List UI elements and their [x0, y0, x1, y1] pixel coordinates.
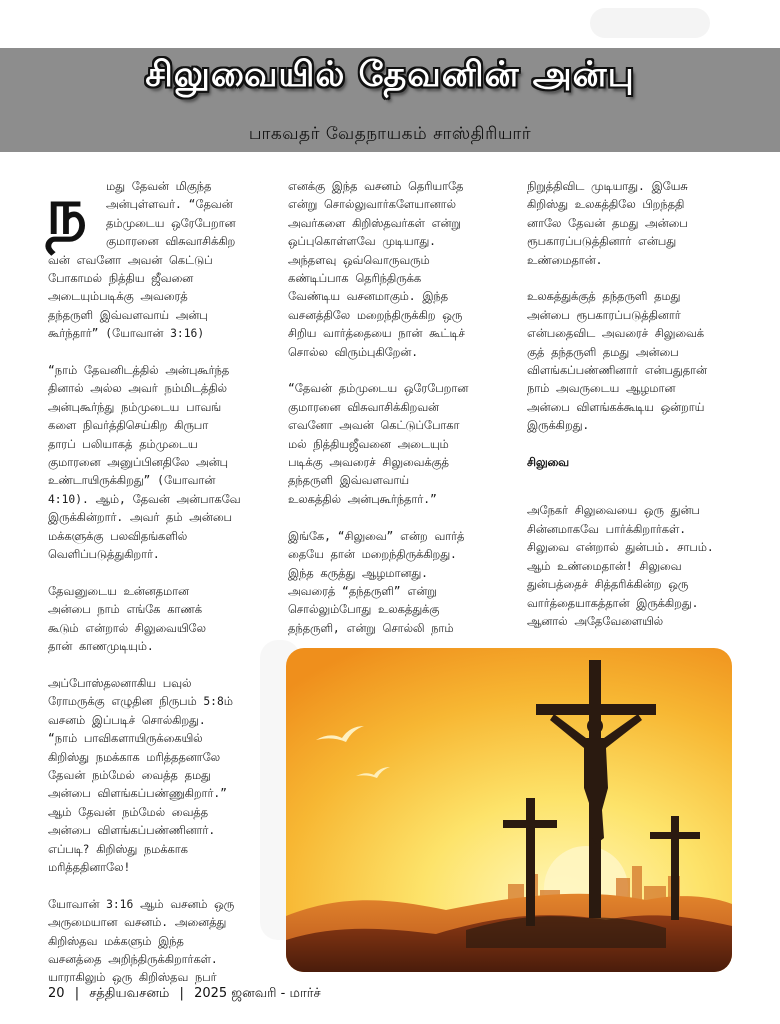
paragraph: எனக்கு இந்த வசனம் தெரியாதே என்று சொல்லுவார்களேயானால் அவர்களை கிறிஸ்தவர்கள் என்று ஒப்புகொள்ளவே முடியாது. அந்தளவு ஒவ்வொருவரும் கண்டிப்பாக தெரிந்திருக்க வேண்டிய வசனமாகும். இந்த வசனத்திலே மறைந்திருக்கிற ஒரு சிறிய வார்த்தையை நான் கூட்டிச் சொல்ல விரும்புகிறேன். — [288, 180, 465, 359]
drop-cap: ந — [46, 174, 88, 249]
background-decoration — [590, 8, 710, 38]
page-footer — [48, 986, 327, 1002]
magazine-name: சத்தியவசனம் — [89, 986, 170, 1001]
issue-date: 2025 ஜனவரி - மார்ச் — [194, 986, 321, 1001]
paragraph: தேவனுடைய உன்னதமான அன்பை நாம் எங்கே காணக் கூடும் என்றால் சிலுவையிலே தான் காணமுடியும். — [48, 584, 206, 654]
paragraph: யோவான் 3:16 ஆம் வசனம் ஒரு அருமையான வசனம். அனைத்து கிறிஸ்தவ மக்களும் இந்த வசனத்தை அறிந்திருக்கிறார்கள். யாராகிலும் ஒரு கிறிஸ்தவ நபர் — [48, 897, 235, 985]
article-column-1 — [46, 174, 268, 1006]
paragraph: இங்கே, “சிலுவை” என்ற வார்த் தையே தான் மறைந்திருக்கிறது. இந்த கருத்து ஆழமானது. அவரைத் “தந்தருளி” என்று சொல்லும்போது உலகத்துக்கு தந்தருளி, என்று சொல்லி நாம் — [288, 529, 465, 635]
page-number: 20 — [48, 986, 65, 1001]
footer-separator: | — [179, 986, 184, 1001]
paragraph: மது தேவன் மிகுந்த அன்புள்ளவர். “தேவன் தம்முடைய ஒரேபேறான குமாரனை விசுவாசிக்கிற வன் எவனோ அவன் கெட்டுப் போகாமல் நித்திய ஜீவனை அடையும்படிக்கு அவரைத் தந்தருளி இவ்வளவாய் அன்பு கூர்ந்தார்” (யோவான் 3:16) — [48, 180, 236, 341]
page-title: சிலுவையில் தேவனின் அன்பு — [145, 54, 635, 95]
article-column-2 — [288, 178, 508, 657]
paragraph: “தேவன் தம்முடைய ஒரேபேறான குமாரனை விசுவாசிக்கிறவன் எவனோ அவன் கெட்டுப்போகா மல் நித்தியஜீவனை அடையும் படிக்கு அவரைச் சிலுவைக்குத் தந்தருளி இவ்வளவாய் உலகத்தில் அன்புகூர்ந்தார்.” — [288, 382, 469, 506]
article-column-3 — [527, 178, 747, 650]
paragraph: “நாம் தேவனிடத்தில் அன்புகூர்ந்த தினால் அல்ல அவர் நம்மிடத்தில் அன்புகூர்ந்து நம்முடைய பாவங் களை நிவர்த்திசெய்கிற கிருபா தாரப் பலியாகத் தம்முடைய குமாரனை அனுப்பினதிலே அன்பு உண்டாயிருக்கிறது” (யோவான் 4:10). ஆம், தேவன் அன்பாகவே இருக்கின்றார். அவர் தம் அன்பை மக்களுக்கு பலவிதங்களில் வெளிப்படுத்துகிறார். — [48, 364, 241, 562]
footer-separator: | — [74, 986, 80, 1001]
paragraph: உலகத்துக்குத் தந்தருளி தமது அன்பை ரூபகாரப்படுத்தினார் என்பதைவிட அவரைச் சிலுவைக் குத் தந்தருளி தமது அன்பை விளங்கப்பண்ணினார் என்பதுதான் நாம் அவருடைய ஆழமான அன்பை விளங்கக்கூடிய ஒன்றாய் இருக்கிறது. — [527, 290, 707, 433]
paragraph: அப்போஸ்தலனாகிய பவுல் ரோமருக்கு எழுதின நிருபம் 5:8ம் வசனம் இப்படிச் சொல்கிறது. “நாம் பாவிகளாயிருக்கையில் கிறிஸ்து நமக்காக மரித்ததனாலே தேவன் நம்மேல் வைத்த தமது அன்பை விளங்கப்பண்ணுகிறார்.” ஆம் தேவன் நம்மேல் வைத்த அன்பை விளங்கப்பண்ணினார். எப்படி? கிறிஸ்து நமக்காக மரித்ததினாலே! — [48, 676, 233, 874]
paragraph: நிறுத்திவிட முடியாது. இயேசு கிறிஸ்து உலகத்திலே பிறந்ததி னாலே தேவன் தமது அன்பை ரூபகாரப்படுத்தினார் என்பது உண்மைதான். — [527, 180, 688, 267]
author-name: பாகவதர் வேதநாயகம் சாஸ்திரியார் — [248, 124, 532, 144]
section-subheading: சிலுவை — [527, 456, 569, 470]
crucifixion-illustration — [286, 648, 732, 972]
paragraph: அநேகர் சிலுவையை ஒரு துன்ப சின்னமாகவே பார்க்கிறார்கள். சிலுவை என்றால் துன்பம். சாபம். ஆம் உண்மைதான்! சிலுவை துன்பத்தைச் சித்தரிக்கின்ற ஒரு வார்த்தையாகத்தான் இருக்கிறது. ஆனால் அதேவேளையில் — [527, 504, 714, 628]
